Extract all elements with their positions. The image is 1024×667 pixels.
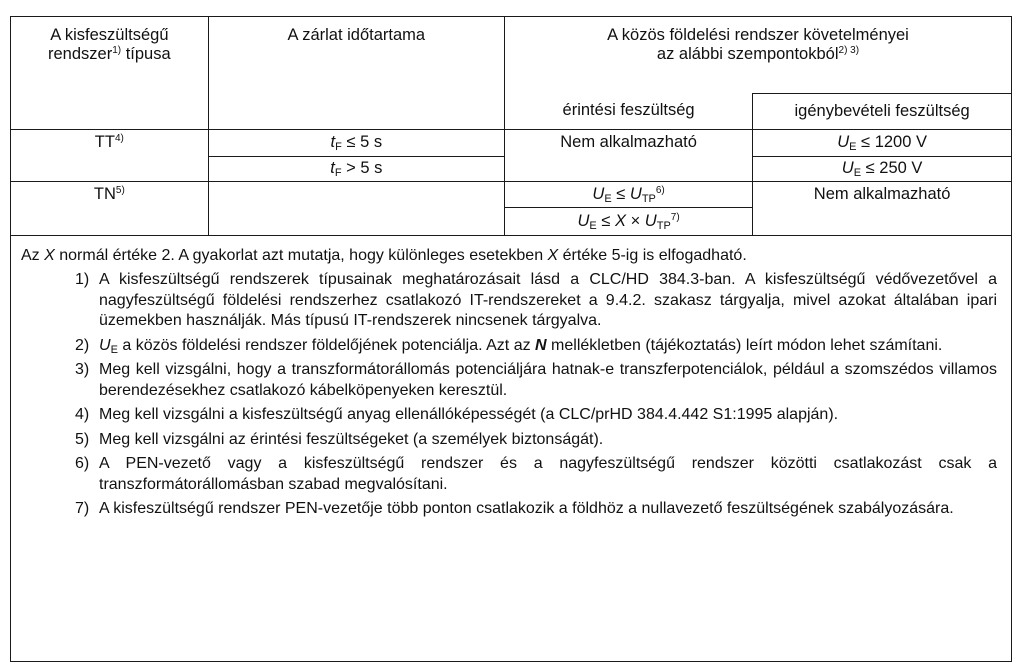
subheader-touch-voltage: érintési feszültség bbox=[504, 93, 752, 129]
requirements-table-grid bbox=[11, 17, 1011, 520]
footnote-7: 7) A kisfeszültségű rendszer PEN-vezetője több ponton csatlakozik a földhöz a nullavezető feszültségének szabályozására. bbox=[75, 500, 954, 517]
row-tt-stress-short: $U_E \le 1200$ V bbox=[753, 129, 1011, 156]
footnote-5: 5) Meg kell vizsgálni az érintési feszültségeket (a személyek biztonságát). bbox=[75, 430, 604, 448]
row-tn-duration bbox=[208, 181, 504, 235]
row-tt-touch-voltage: Nem alkalmazható bbox=[504, 129, 752, 181]
header-requirements-cell: A közös földelési rendszer követelményei az alábbi szempontokból$^{2) 3)}$ bbox=[504, 17, 1011, 93]
requirements-table-panel bbox=[10, 16, 1012, 662]
footnote-4: 4) Meg kell vizsgálni a kisfeszültségű anyag ellenállóképességét (a CLC/prHD 384.4.442 S1:1995 alapján). bbox=[75, 406, 839, 423]
row-tt-stress-long: $U_E \le 250$ V bbox=[753, 156, 1011, 181]
footnote-1: 1) A kisfeszültségű rendszerek típusainak meghatározásait lásd a CLC/HD 384.3-ban. A kisfeszültségű védővezetővel a nagyfeszültségű földelési rendszerhez csatlakozó IT-rendszereket a 9.4.2. szakasz tárgyalja, mivel azokat általában ipari üzemekben használják. Más típusú IT-rendszerek nincsenek tárgyalva. bbox=[75, 271, 997, 329]
row-tn-label: TN$^{5)}$ bbox=[11, 181, 208, 235]
row-tn-stress-voltage: Nem alkalmazható bbox=[753, 181, 1011, 235]
row-tn-touch-2: $U_E \le X \times U_{TP}^{7)}$ bbox=[504, 207, 752, 235]
notes-intro: Az X normál értéke 2. A gyakorlat azt mutatja, hogy különleges esetekben X értéke 5-ig is elfogadható. bbox=[21, 246, 747, 264]
row-tt-duration-short: $t_F \le 5$ s bbox=[208, 129, 504, 156]
notes-section bbox=[11, 235, 1011, 520]
row-tt-duration-long: $t_F > 5$ s bbox=[208, 156, 504, 181]
footnote-3: 3) Meg kell vizsgálni, hogy a transzformátorállomás potenciáljára hatnak-e transzferpotenciálok, például a szomszédos villamos berendezésekhez csatlakozó kábelköpenyeken keresztül. bbox=[75, 361, 997, 399]
header-fault-duration-cell: A zárlat időtartama bbox=[208, 17, 504, 93]
row-tt-label: TT$^{4)}$ bbox=[11, 129, 208, 181]
header-system-type-cell: A kisfeszültségű rendszer$^{1)}$ típusa bbox=[11, 17, 208, 93]
footnote-2: 2) $U_E$ a közös földelési rendszer földelőjének potenciálja. Azt az N mellékletben (tájékoztatás) leírt módon lehet számítani. bbox=[75, 336, 943, 356]
subheader-stress-voltage: igénybevételi feszültség bbox=[753, 93, 1011, 129]
footnote-6: 6) A PEN-vezető vagy a kisfeszültségű rendszer és a nagyfeszültségű rendszer közötti csatlakozást csak a transzformátorállomásban szabad megvalósítani. bbox=[75, 455, 997, 493]
row-tn-touch-1: $U_E \le U_{TP}^{6)}$ bbox=[504, 181, 752, 207]
